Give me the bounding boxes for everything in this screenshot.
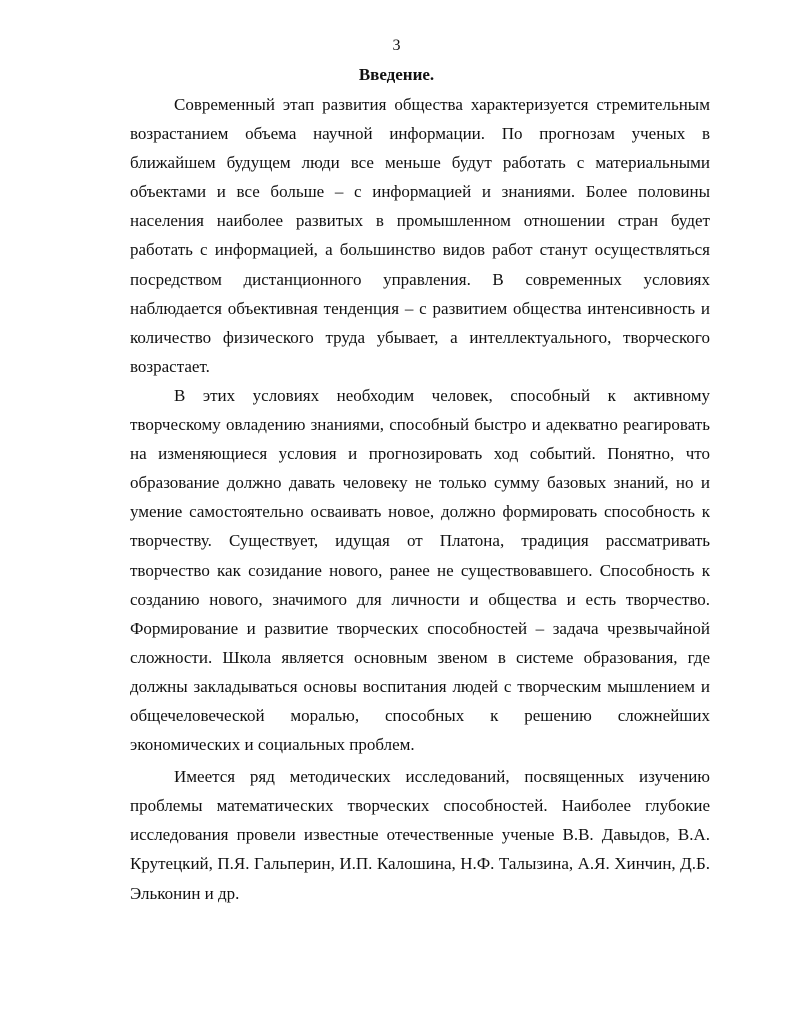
body-text — [130, 90, 710, 908]
paragraph-1: Современный этап развития общества характеризуется стремительным возрастанием объема научной информации. По прогнозам ученых в ближайшем будущем люди все меньше будут работать с материальными объектами и все больше – с информацией и знаниями. Более половины населения наиболее развитых в промышленном отношении стран будет работать с информацией, а большинство видов работ станут осуществляться посредством дистанционного управления. В современных условиях наблюдается объективная тенденция – с развитием общества интенсивность и количество физического труда убывает, а интеллектуального, творческого возрастает. — [130, 95, 710, 376]
page-heading: Введение. — [358, 65, 435, 84]
page-number: 3 — [392, 37, 401, 54]
paragraph-3: Имеется ряд методических исследований, посвященных изучению проблемы математических творческих способностей. Наиболее глубокие исследования провели известные отечественные ученые В.В. Давыдов, В.А. Крутецкий, П.Я. Гальперин, И.П. Калошина, Н.Ф. Талызина, А.Я. Хинчин, Д.Б. Эльконин и др. — [130, 767, 710, 903]
paragraph-2: В этих условиях необходим человек, способный к активному творческому овладению знаниями, способный быстро и адекватно реагировать на изменяющиеся условия и прогнозировать ход событий. Понятно, что образование должно давать человеку не только сумму базовых знаний, но и умение самостоятельно осваивать новое, должно формировать способность к творчеству. Существует, идущая от Платона, традиция рассматривать творчество как созидание нового, ранее не существовавшего. Способность к созданию нового, значимого для личности и общества и есть творчество. Формирование и развитие творческих способностей – задача чрезвычайной сложности. Школа является основным звеном в системе образования, где должны закладываться основы воспитания людей с творческим мышлением и общечеловеческой моралью, способных к решению сложнейших экономических и социальных проблем. — [130, 385, 710, 755]
